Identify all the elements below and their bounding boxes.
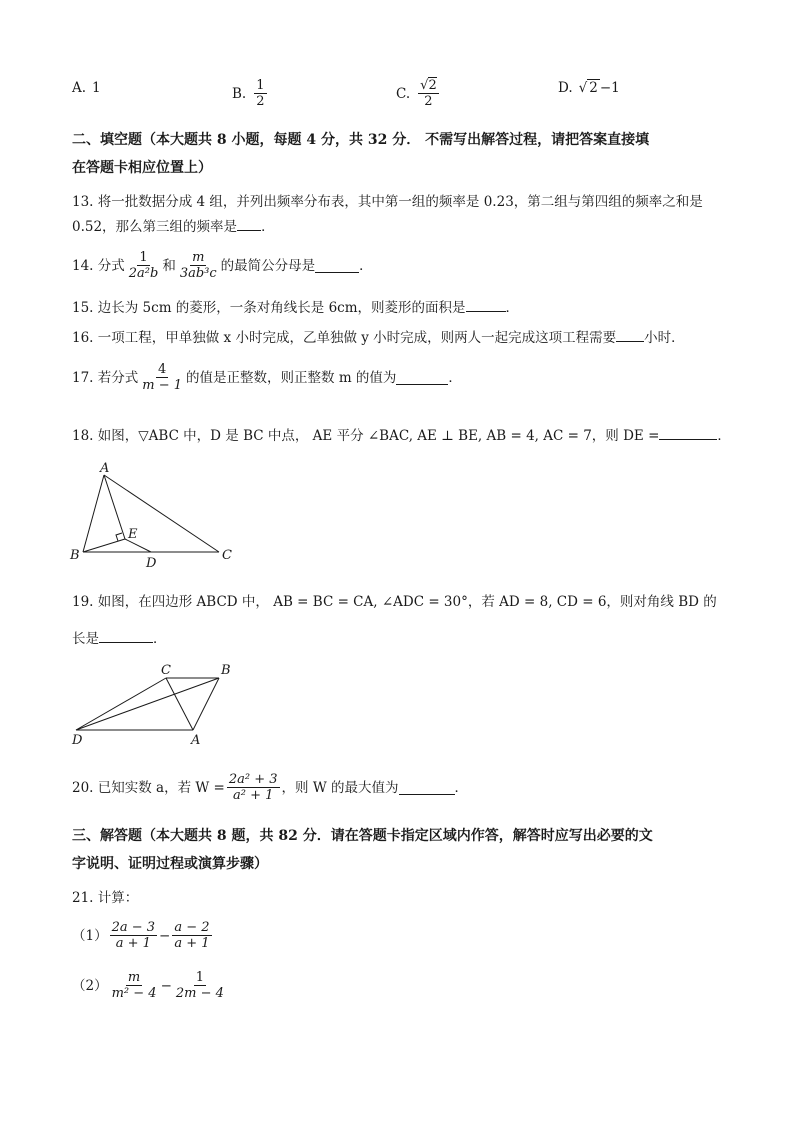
- q20-end: ．: [454, 779, 469, 796]
- q19-line2: 长是: [72, 631, 99, 647]
- q17-answer-blank: [396, 370, 448, 385]
- q20-suffix: ，则 W 的最大值为: [281, 779, 399, 796]
- fig18-label-c: C: [222, 548, 232, 563]
- q21-p2-op: −: [160, 977, 172, 994]
- q21-p2-f2-den: 2m − 4: [175, 986, 224, 1001]
- q14-mid: 和: [162, 257, 176, 274]
- option-d-radicand: 2: [589, 80, 598, 96]
- q17-fraction: [140, 362, 184, 393]
- section2-line2: 在答题卡相应位置上）: [72, 160, 212, 176]
- fig18-label-d: D: [146, 556, 157, 571]
- q13-line1: 13. 将一批数据分成 4 组，并列出频率分布表，其中第一组的频率是 0.23，第二组与第四组的频率之和是: [72, 194, 703, 210]
- q21-p1-f1-num: 2a − 3: [111, 920, 156, 935]
- q21-p1-f2-num: a − 2: [174, 920, 210, 935]
- q13-end: ．: [261, 219, 275, 235]
- question-19: [72, 592, 732, 649]
- question-18: [72, 425, 732, 446]
- q21-title: 21. 计算：: [72, 890, 139, 906]
- fig19-side-dc: [76, 678, 166, 730]
- option-b-num: 1: [256, 78, 265, 93]
- option-b-label: B.: [232, 85, 247, 102]
- fig18-label-a: A: [100, 461, 110, 476]
- option-d-label: D.: [558, 80, 573, 96]
- q21-p2-f1-num: m: [127, 970, 141, 985]
- q21-p1-op: −: [159, 927, 171, 944]
- figure-19: [66, 660, 246, 750]
- q19-line2-row: [72, 628, 732, 649]
- option-b-fraction: [254, 78, 266, 109]
- fig19-label-d: D: [72, 733, 83, 748]
- q14-f1-num: 1: [139, 250, 148, 265]
- section3-heading: [72, 822, 732, 878]
- q21-p1-label: （1）: [72, 927, 108, 944]
- option-d: [558, 78, 620, 98]
- q14-fraction-2: [178, 250, 219, 281]
- q17-suffix: 的值是正整数，则正整数 m 的值为: [186, 369, 397, 386]
- option-c-radicand: 2: [428, 78, 437, 93]
- question-21-part-2: [72, 970, 732, 1001]
- q21-p2-f1-den: m² − 4: [111, 986, 157, 1001]
- q21-p2-label: （2）: [72, 977, 108, 994]
- fig19-label-c: C: [161, 663, 171, 678]
- q15-text: 15. 边长为 5cm 的菱形，一条对角线长是 6cm，则菱形的面积是: [72, 300, 466, 316]
- option-d-rest: −1: [599, 80, 620, 96]
- q15-end: ．: [505, 300, 520, 316]
- q17-prefix: 17. 若分式: [72, 369, 139, 386]
- question-17: [72, 362, 732, 393]
- option-a-value: 1: [92, 80, 101, 96]
- q20-den: a² + 1: [233, 788, 274, 803]
- fig19-diagonal-db: [76, 678, 219, 730]
- q20-answer-blank: [399, 780, 455, 795]
- option-a: [72, 78, 101, 98]
- q14-suffix: 的最简公分母是: [220, 257, 316, 274]
- q20-fraction: [227, 772, 280, 803]
- q13-line2-row: [72, 216, 732, 237]
- option-c-den: 2: [424, 94, 433, 109]
- question-15: [72, 297, 732, 318]
- fig18-label-b: B: [70, 548, 80, 563]
- q14-prefix: 14. 分式: [72, 257, 125, 274]
- q17-end: ．: [448, 369, 462, 386]
- section3-line1: 三、解答题（本大题共 8 题，共 82 分．请在答题卡指定区域内作答，解答时应写出必要的文: [72, 828, 653, 844]
- fig19-side-ca: [166, 678, 193, 730]
- question-14: [72, 250, 732, 281]
- option-c-num: √2: [420, 78, 437, 93]
- section3-line2: 字说明、证明过程或演算步骤）: [72, 856, 268, 872]
- q19-end: ．: [153, 631, 167, 647]
- option-d-sqrt: √ 2: [578, 80, 598, 96]
- fig18-label-e: E: [128, 527, 138, 542]
- q13-answer-blank: [237, 216, 261, 231]
- option-a-label: A.: [72, 80, 87, 96]
- q20-num: 2a² + 3: [228, 772, 278, 787]
- q16-end: 小时．: [644, 330, 685, 346]
- option-b-den: 2: [256, 94, 265, 109]
- q21-p1-f2-den: a + 1: [174, 936, 210, 951]
- fig18-segment-ae: [104, 475, 125, 539]
- section2-line1: 二、填空题（本大题共 8 小题，每题 4 分，共 32 分． 不需写出解答过程，请把答案直接填: [72, 132, 650, 148]
- fig19-label-b: B: [221, 663, 231, 678]
- q21-p2-f2-num: 1: [195, 970, 205, 985]
- figure-18: [66, 460, 246, 572]
- q17-num: 4: [158, 362, 167, 377]
- fig18-segment-be: [83, 539, 125, 552]
- q14-end: ．: [359, 257, 373, 274]
- q14-fraction-1: [127, 250, 161, 281]
- q14-f1-den: 2a²b: [128, 266, 159, 281]
- option-b: [232, 78, 269, 109]
- q13-line2: 0.52，那么第三组的频率是: [72, 219, 238, 235]
- question-20: [72, 772, 732, 803]
- q21-p1-fraction-1: [110, 920, 157, 951]
- option-c-fraction: [418, 78, 439, 109]
- fig18-side-ab: [83, 475, 104, 552]
- question-21-title: [72, 888, 732, 908]
- q16-answer-blank: [616, 327, 644, 342]
- question-16: [72, 327, 732, 348]
- q19-line1: 19. 如图，在四边形 ABCD 中， AB = BC = CA, ∠ADC = 30°，若 AD = 8, CD = 6，则对角线 BD 的: [72, 594, 717, 610]
- question-13: [72, 192, 732, 237]
- q15-answer-blank: [466, 297, 506, 312]
- section2-heading: [72, 126, 732, 182]
- q21-p2-fraction-1: [110, 970, 159, 1001]
- q16-text: 16. 一项工程，甲单独做 x 小时完成，乙单独做 y 小时完成，则两人一起完成这项工程需要: [72, 330, 617, 346]
- q20-prefix: 20. 已知实数 a，若 W =: [72, 779, 225, 796]
- q19-answer-blank: [99, 628, 153, 643]
- q21-p2-fraction-2: [174, 970, 226, 1001]
- q18-end: ．: [717, 428, 731, 444]
- q17-den: m − 1: [142, 378, 183, 393]
- q14-f2-num: m: [192, 250, 205, 265]
- q14-answer-blank: [315, 258, 359, 273]
- q18-answer-blank: [659, 425, 717, 440]
- option-c-label: C.: [396, 85, 411, 102]
- question-21-part-1: [72, 920, 732, 951]
- q21-p1-fraction-2: [172, 920, 211, 951]
- q18-text: 18. 如图，▽ABC 中，D 是 BC 中点， AE 平分 ∠BAC, AE ⊥ BE, AB = 4, AC = 7，则 DE =: [72, 428, 660, 444]
- q21-p1-f1-den: a + 1: [115, 936, 151, 951]
- option-c: [396, 78, 441, 109]
- q14-f2-den: 3ab³c: [179, 266, 217, 281]
- fig19-label-a: A: [191, 733, 201, 748]
